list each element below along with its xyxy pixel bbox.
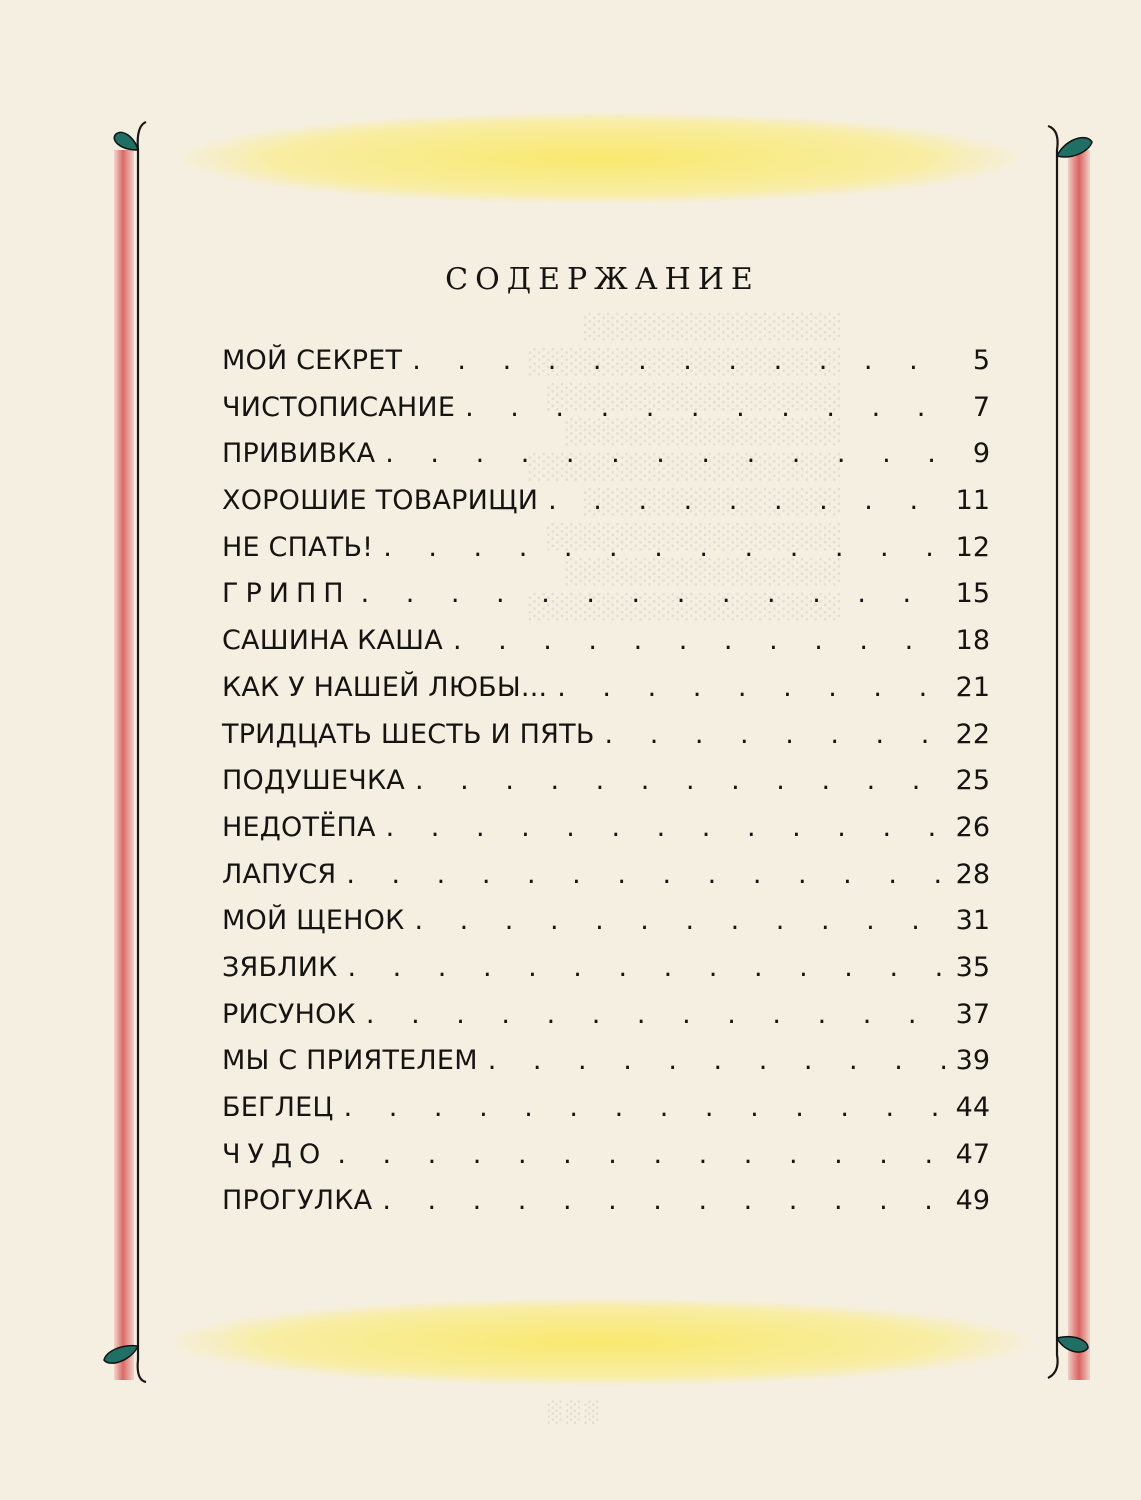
leaf-icon-bottom-right xyxy=(1057,1337,1088,1352)
toc-leader-dots xyxy=(488,1045,946,1076)
toc-row[interactable] xyxy=(222,532,990,579)
toc-leader-dots xyxy=(412,345,946,376)
toc-page-number: 25 xyxy=(955,765,990,797)
toc-page-number: 5 xyxy=(972,345,990,376)
toc-leader-dots xyxy=(385,438,946,469)
toc-title: ЗЯБЛИК xyxy=(222,951,338,983)
toc-row[interactable] xyxy=(222,1045,990,1092)
bleed-through-folio: ░░░ xyxy=(542,1400,599,1424)
toc-row[interactable] xyxy=(222,1185,990,1232)
toc-row[interactable] xyxy=(222,672,990,719)
toc-leader-dots xyxy=(386,812,946,843)
toc-leader-dots xyxy=(337,1139,945,1170)
toc-leader-dots xyxy=(366,999,946,1030)
toc-row[interactable] xyxy=(222,719,990,766)
toc-page-number: 7 xyxy=(972,391,990,423)
page-title: СОДЕРЖАНИЕ xyxy=(445,262,760,297)
toc-page-number: 47 xyxy=(955,1138,990,1170)
leaf-icon-top-right xyxy=(1057,138,1092,157)
toc-page-number: 26 xyxy=(955,811,990,843)
toc-row[interactable] xyxy=(222,952,990,999)
toc-page-number: 49 xyxy=(955,1185,990,1217)
toc-page-number: 21 xyxy=(955,671,990,703)
toc-title: САШИНА КАША xyxy=(222,625,443,657)
toc-leader-dots xyxy=(465,392,946,423)
toc-row[interactable] xyxy=(222,485,990,532)
toc-row[interactable] xyxy=(222,859,990,906)
toc-page-number: 15 xyxy=(955,578,990,610)
toc-row[interactable] xyxy=(222,999,990,1046)
toc-title: ПОДУШЕЧКА xyxy=(222,765,405,797)
leaf-icon-top-left xyxy=(114,132,138,150)
bleed-through-text: ░░░░░░░░░░░░░░ ░░░░░░░░░░░░░░░░░ ░░░░░░░░░░░░░░░░ ░░░░░░░░░░░░░░░ ░░░░░░░░░░░░░░░░░ ░░░░░░░░░░░░░░ ░░░░░░░░░░░░░░░░ ░░░░░░░░░░░░░░░ ░░░░░░░░░░░░░░░░░ xyxy=(526,313,840,621)
toc-leader-dots xyxy=(548,485,946,516)
toc-title: НЕДОТЁПА xyxy=(222,811,376,843)
toc-page-number: 31 xyxy=(955,905,990,937)
toc-title: ГРИПП xyxy=(222,578,351,610)
toc-row[interactable] xyxy=(222,392,990,439)
toc-title: ЛАПУСЯ xyxy=(222,858,337,890)
toc-page-number: 18 xyxy=(955,625,990,657)
toc-row[interactable] xyxy=(222,905,990,952)
leaf-icon-bottom-left xyxy=(104,1346,138,1363)
toc-title: МОЙ СЕКРЕТ xyxy=(222,345,403,376)
toc-leader-dots xyxy=(346,859,945,890)
toc-row[interactable] xyxy=(222,1092,990,1139)
toc-title: ЧУДО xyxy=(222,1138,328,1170)
toc-row[interactable] xyxy=(222,438,990,485)
toc-title: МОЙ ЩЕНОК xyxy=(222,905,405,937)
toc-row[interactable] xyxy=(222,812,990,859)
toc-page-number: 44 xyxy=(955,1092,990,1123)
toc-page-number: 35 xyxy=(955,951,990,983)
toc-title: МЫ С ПРИЯТЕЛЕМ xyxy=(222,1045,478,1077)
toc-leader-dots xyxy=(605,719,946,750)
toc-title: БЕГЛЕЦ xyxy=(222,1092,334,1123)
toc-row[interactable] xyxy=(222,1139,990,1186)
left-bracket-line xyxy=(138,122,146,1382)
toc-page-number: 12 xyxy=(955,531,990,563)
toc-leader-dots xyxy=(361,578,946,609)
toc-leader-dots xyxy=(453,625,946,656)
toc-page-number: 37 xyxy=(955,998,990,1030)
toc-row[interactable] xyxy=(222,765,990,812)
toc-leader-dots xyxy=(383,532,945,563)
toc-title: ХОРОШИЕ ТОВАРИЩИ xyxy=(222,485,539,517)
toc-page-number: 39 xyxy=(955,1045,990,1077)
toc-leader-dots xyxy=(557,672,945,703)
toc-leader-dots xyxy=(347,952,945,983)
toc-title: КАК У НАШЕЙ ЛЮБЫ... xyxy=(222,671,548,703)
toc-leader-dots xyxy=(415,765,946,796)
toc-page-number: 9 xyxy=(972,438,990,470)
toc-title: ТРИДЦАТЬ ШЕСТЬ И ПЯТЬ xyxy=(222,718,595,750)
right-bracket-line xyxy=(1048,126,1058,1378)
toc-page-number: 28 xyxy=(955,858,990,890)
toc-row[interactable] xyxy=(222,345,990,392)
toc-row[interactable] xyxy=(222,578,990,625)
toc-leader-dots xyxy=(344,1092,946,1123)
toc-leader-dots xyxy=(382,1185,945,1216)
toc-leader-dots xyxy=(414,905,945,936)
toc-row[interactable] xyxy=(222,625,990,672)
toc-page-number: 11 xyxy=(955,485,990,517)
toc-title: НЕ СПАТЬ! xyxy=(222,531,374,563)
toc-title: РИСУНОК xyxy=(222,998,356,1030)
toc-title: ПРИВИВКА xyxy=(222,438,376,470)
toc-title: ПРОГУЛКА xyxy=(222,1185,373,1217)
toc-title: ЧИСТОПИСАНИЕ xyxy=(222,391,456,423)
table-of-contents xyxy=(222,345,990,1232)
toc-page-number: 22 xyxy=(955,718,990,750)
